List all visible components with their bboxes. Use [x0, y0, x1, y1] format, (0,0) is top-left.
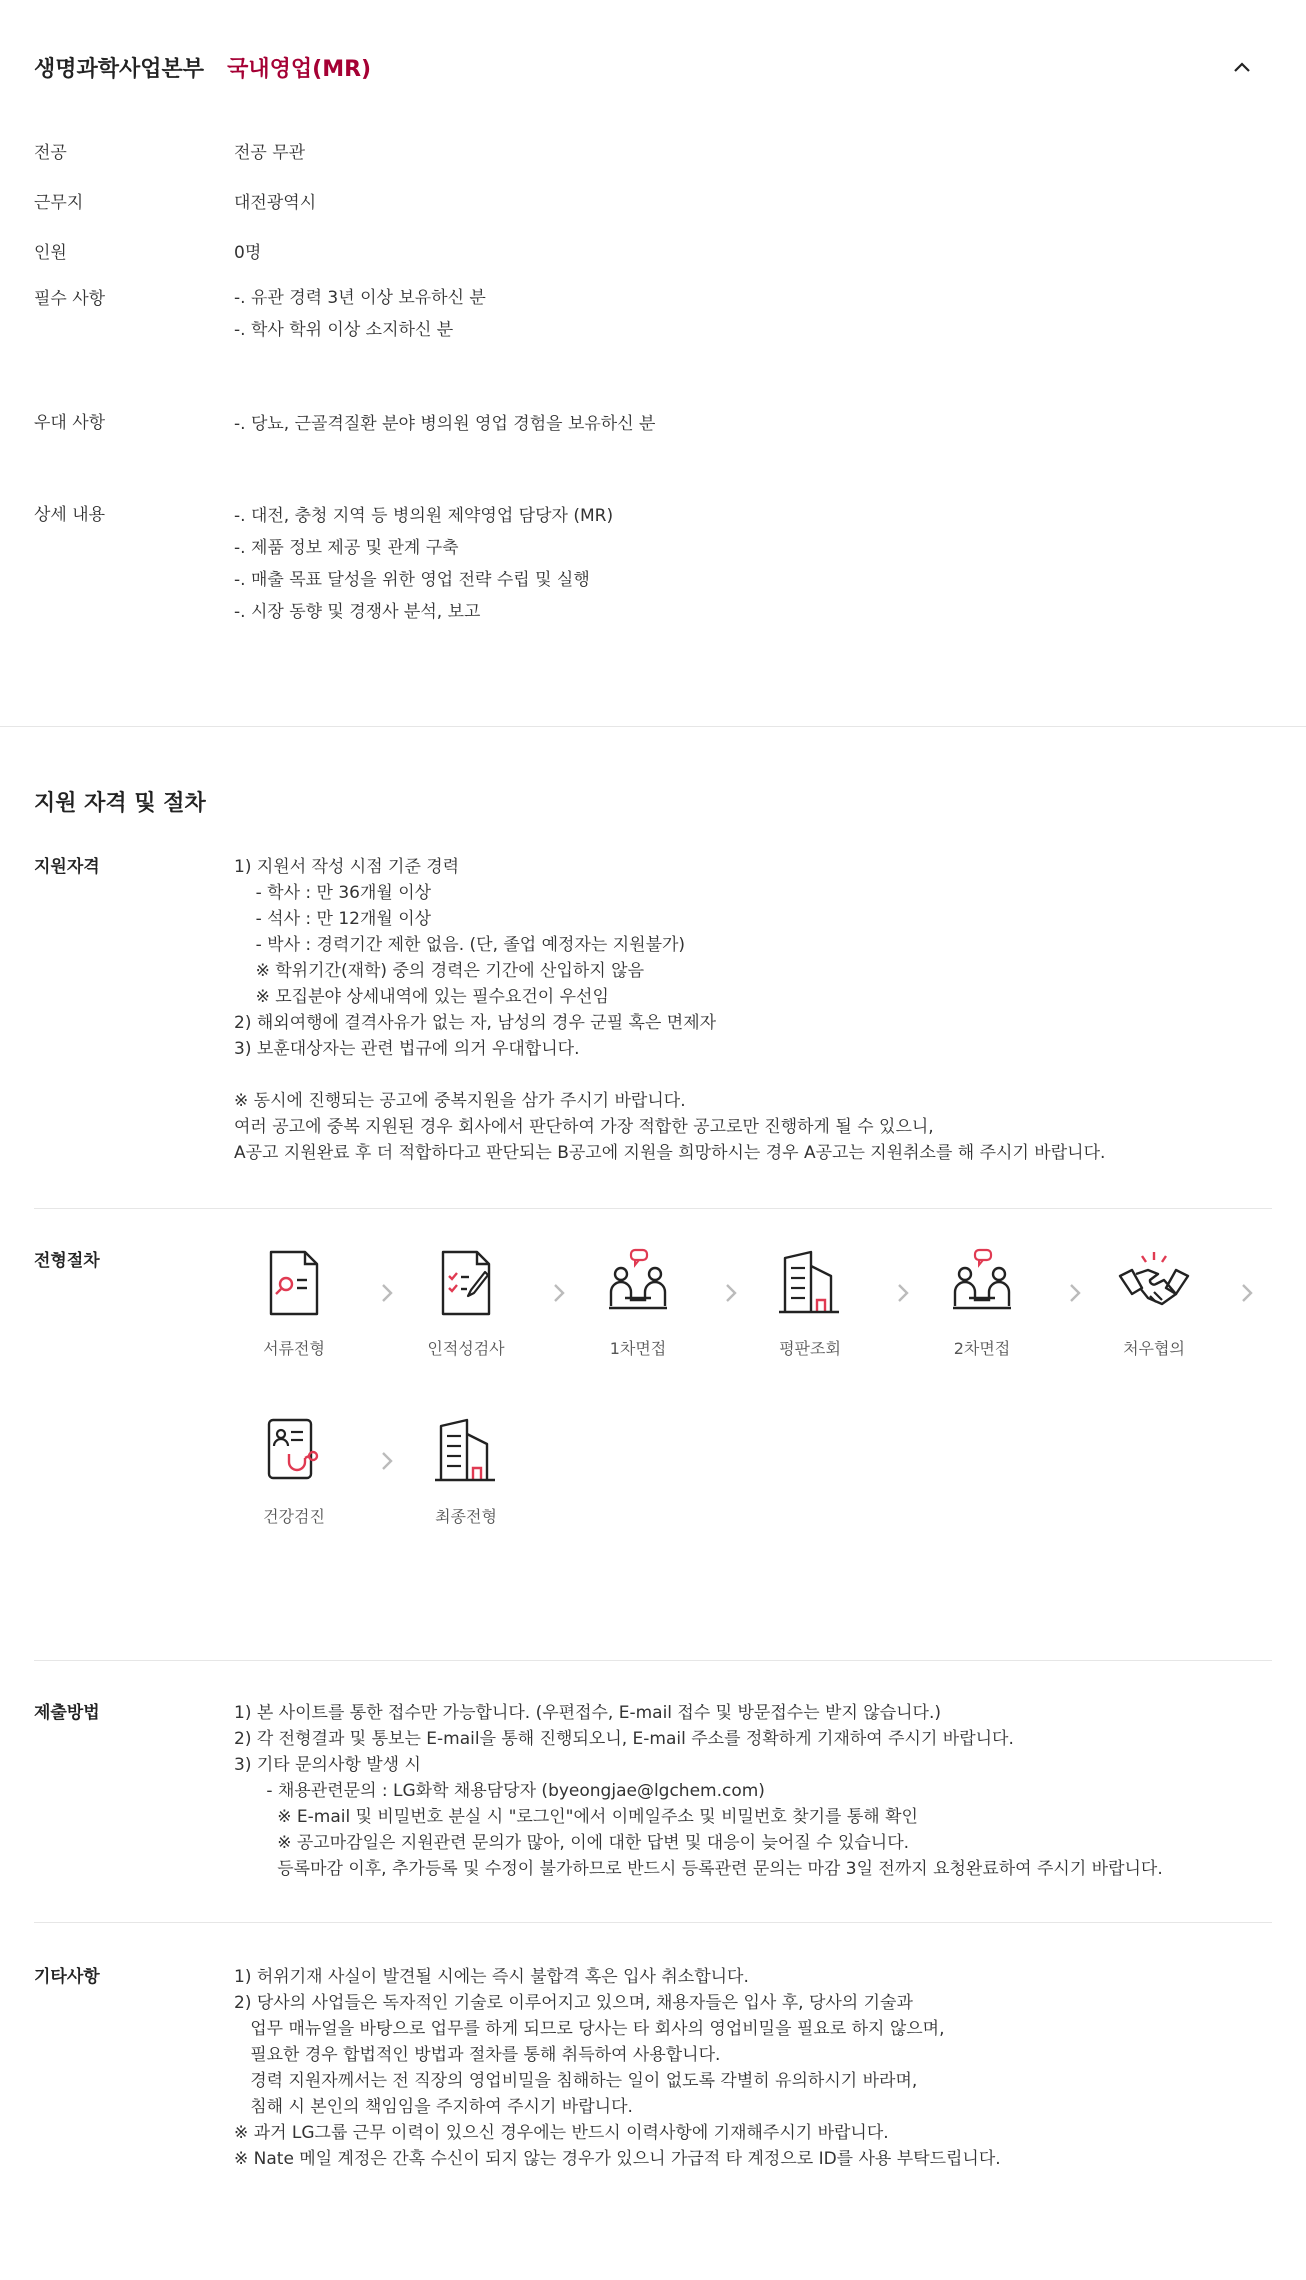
text-line: ※ 공고마감일은 지원관련 문의가 많아, 이에 대한 답변 및 대응이 늦어질 수 있습니다.: [234, 1833, 910, 1853]
chevron-right-icon: [721, 1278, 741, 1308]
step-label: 서류전형: [263, 1339, 325, 1358]
step-label: 처우협의: [1123, 1339, 1185, 1358]
chevron-up-icon[interactable]: [1230, 56, 1254, 80]
block-divider: [34, 1660, 1272, 1661]
text-line: ※ 학위기간(재학) 중의 경력은 기간에 산입하지 않음: [234, 961, 644, 981]
block-label: 기타사항: [34, 1967, 100, 1987]
block-label: 전형절차: [34, 1251, 100, 1271]
text-line: ※ E-mail 및 비밀번호 분실 시 "로그인"에서 이메일주소 및 비밀번호 찾기를 통해 확인: [234, 1807, 918, 1827]
step-first-interview: [578, 1246, 698, 1359]
text-line: - 학사 : 만 36개월 이상: [234, 883, 432, 903]
text-line: [234, 1062, 1105, 1088]
block-label: 지원자격: [34, 857, 100, 877]
step-reference-check: [750, 1246, 870, 1359]
step-compensation: [1094, 1246, 1214, 1359]
handshake-icon: [1116, 1246, 1192, 1322]
block-divider: [34, 1208, 1272, 1209]
block-divider: [34, 1922, 1272, 1923]
text-line: 여러 공고에 중복 지원된 경우 회사에서 판단하여 가장 적합한 공고로만 진행하게 될 수 있으니,: [234, 1117, 934, 1137]
info-value: 0명: [234, 243, 262, 263]
step-label: 건강검진: [263, 1507, 325, 1526]
info-line: -. 제품 정보 제공 및 관계 구축: [234, 538, 459, 558]
text-line: 1) 허위기재 사실이 발견될 시에는 즉시 불합격 혹은 입사 취소합니다.: [234, 1967, 749, 1987]
interview-icon: [947, 1246, 1017, 1322]
text-line: ※ 과거 LG그룹 근무 이력이 있으신 경우에는 반드시 이력사항에 기재해주시기 바랍니다.: [234, 2123, 889, 2143]
step-label: 최종전형: [435, 1507, 497, 1526]
info-line: -. 시장 동향 및 경쟁사 분석, 보고: [234, 602, 481, 622]
interview-icon: [603, 1246, 673, 1322]
chevron-right-icon: [1065, 1278, 1085, 1308]
step-second-interview: [922, 1246, 1042, 1359]
text-line: 업무 매뉴얼을 바탕으로 업무를 하게 되므로 당사는 타 회사의 영업비밀을 필요로 하지 않으며,: [234, 2019, 945, 2039]
info-value: [234, 282, 486, 346]
text-line: ※ Nate 메일 계정은 간혹 수신이 되지 않는 경우가 있으니 가급적 타 계정으로 ID를 사용 부탁드립니다.: [234, 2149, 1001, 2169]
block-label: 제출방법: [34, 1703, 100, 1723]
text-line: 2) 당사의 사업들은 독자적인 기술로 이루어지고 있으며, 채용자들은 입사 후, 당사의 기술과: [234, 1993, 913, 2013]
info-value: [234, 408, 655, 440]
text-line: 등록마감 이후, 추가등록 및 수정이 불가하므로 반드시 등록관련 문의는 마감 3일 전까지 요청완료하여 주시기 바랍니다.: [234, 1859, 1163, 1879]
text-line: 3) 보훈대상자는 관련 법규에 의거 우대합니다.: [234, 1039, 580, 1059]
step-health-check: [234, 1414, 354, 1527]
info-line: -. 대전, 충청 지역 등 병의원 제약영업 담당자 (MR): [234, 506, 614, 526]
text-line: 침해 시 본인의 책임임을 주지하여 주시기 바랍니다.: [234, 2097, 633, 2117]
info-label: 전공: [34, 143, 67, 163]
etc-text: [234, 1964, 1001, 2172]
info-value: 대전광역시: [234, 193, 317, 213]
section-divider: [0, 726, 1306, 727]
step-label: 1차면접: [609, 1339, 667, 1358]
step-final: [406, 1414, 526, 1527]
chevron-right-icon: [377, 1446, 397, 1476]
text-line: - 박사 : 경력기간 제한 없음. (단, 졸업 예정자는 지원불가): [234, 935, 686, 955]
chevron-right-icon: [377, 1278, 397, 1308]
text-line: - 석사 : 만 12개월 이상: [234, 909, 432, 929]
department-header[interactable]: [34, 52, 1266, 92]
text-line: 2) 각 전형결과 및 통보는 E-mail을 통해 진행되오니, E-mail 주소를 정확하게 기재하여 주시기 바랍니다.: [234, 1729, 1014, 1749]
text-line: ※ 동시에 진행되는 공고에 중복지원을 삼가 주시기 바랍니다.: [234, 1091, 686, 1111]
text-line: - 채용관련문의 : LG화학 채용담당자 (byeongjae@lgchem.com): [234, 1781, 765, 1801]
step-aptitude-test: [406, 1246, 526, 1359]
info-label: 인원: [34, 243, 67, 263]
building-icon: [431, 1414, 501, 1490]
position-title: 국내영업(MR): [227, 57, 372, 82]
info-label: 상세 내용: [34, 505, 106, 525]
text-line: 필요한 경우 합법적인 방법과 절차를 통해 취득하여 사용합니다.: [234, 2045, 721, 2065]
chevron-right-icon: [893, 1278, 913, 1308]
department-title: 생명과학사업본부: [34, 57, 205, 82]
text-line: 3) 기타 문의사항 발생 시: [234, 1755, 421, 1775]
chevron-right-icon: [1237, 1278, 1257, 1308]
submission-text: [234, 1700, 1163, 1882]
step-label: 2차면접: [953, 1339, 1011, 1358]
step-label: 평판조회: [779, 1339, 841, 1358]
info-value: [234, 500, 613, 628]
info-line: -. 당뇨, 근골격질환 분야 병의원 영업 경험을 보유하신 분: [234, 414, 656, 434]
checklist-pen-icon: [431, 1246, 501, 1322]
info-value: 전공 무관: [234, 143, 306, 163]
text-line: 2) 해외여행에 결격사유가 없는 자, 남성의 경우 군필 혹은 면제자: [234, 1013, 717, 1033]
text-line: 경력 지원자께서는 전 직장의 영업비밀을 침해하는 일이 없도록 각별히 유의하시기 바라며,: [234, 2071, 918, 2091]
document-search-icon: [259, 1246, 329, 1322]
info-line: -. 유관 경력 3년 이상 보유하신 분: [234, 288, 486, 308]
section-title: 지원 자격 및 절차: [34, 791, 206, 816]
info-label: 근무지: [34, 193, 84, 213]
info-line: -. 학사 학위 이상 소지하신 분: [234, 320, 454, 340]
info-line: -. 매출 목표 달성을 위한 영업 전략 수립 및 실행: [234, 570, 590, 590]
chevron-right-icon: [549, 1278, 569, 1308]
text-line: ※ 모집분야 상세내역에 있는 필수요건이 우선임: [234, 987, 609, 1007]
text-line: 1) 지원서 작성 시점 기준 경력: [234, 857, 460, 877]
building-icon: [775, 1246, 845, 1322]
health-check-icon: [259, 1414, 329, 1490]
text-line: 1) 본 사이트를 통한 접수만 가능합니다. (우편접수, E-mail 접수 및 방문접수는 받지 않습니다.): [234, 1703, 941, 1723]
info-label: 필수 사항: [34, 289, 106, 309]
qualification-text: [234, 854, 1105, 1166]
text-line: A공고 지원완료 후 더 적합하다고 판단되는 B공고에 지원을 희망하시는 경우 A공고는 지원취소를 해 주시기 바랍니다.: [234, 1143, 1106, 1163]
step-document-review: [234, 1246, 354, 1359]
info-label: 우대 사항: [34, 413, 106, 433]
step-label: 인적성검사: [427, 1339, 505, 1358]
